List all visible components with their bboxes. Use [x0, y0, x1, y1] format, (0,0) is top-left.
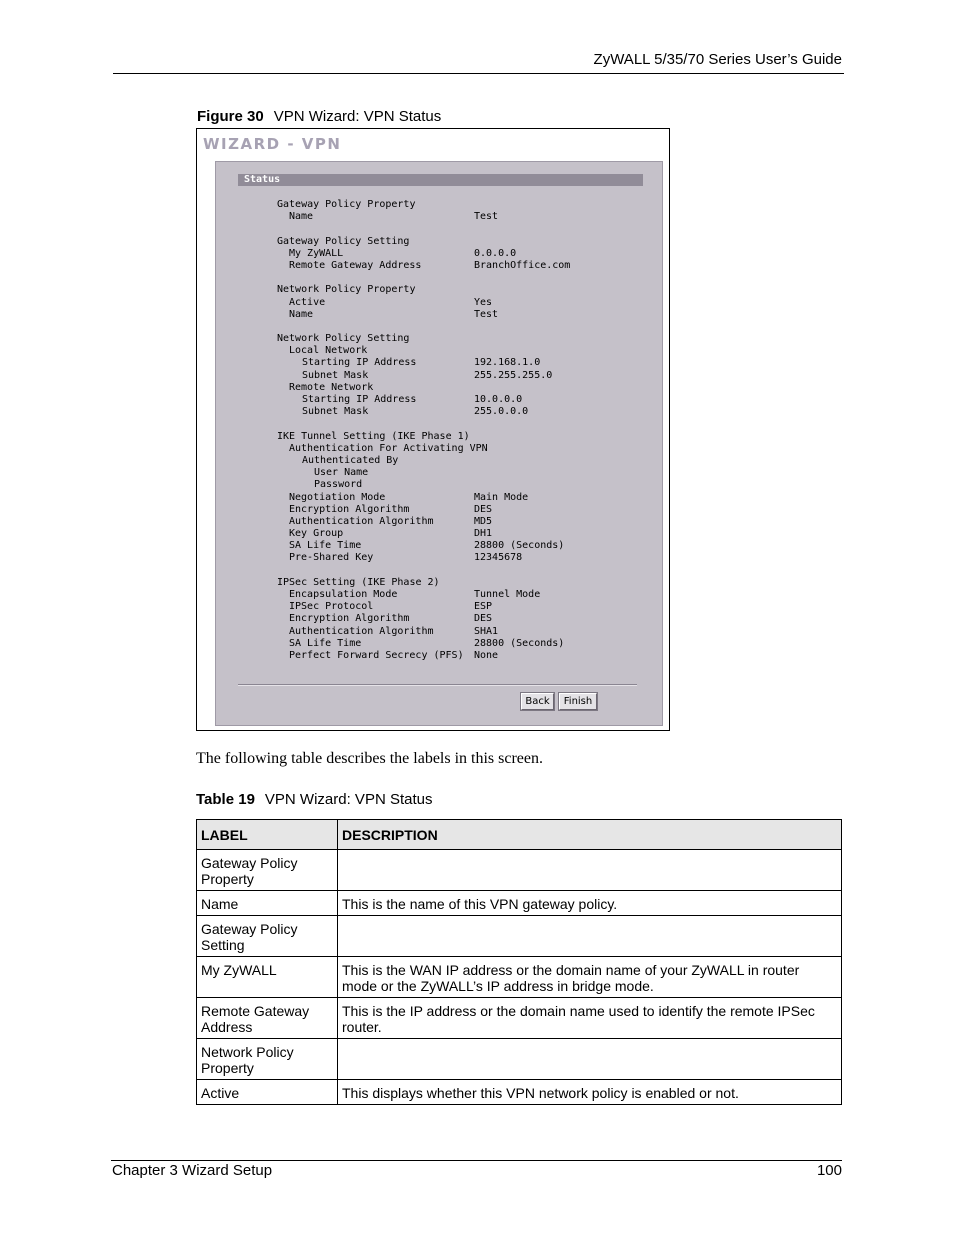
status-value: 28800 (Seconds) [474, 637, 565, 649]
status-row [216, 382, 662, 394]
figure-label: Figure 30 [197, 108, 264, 125]
status-label: IPSec Setting (IKE Phase 2) [277, 576, 440, 588]
table-cell-description [338, 850, 842, 891]
table-cell-description: This is the WAN IP address or the domain name of your ZyWALL in router mode or the ZyWALL’s IP address in bridge mode. [338, 957, 842, 998]
status-row [216, 260, 662, 272]
page-header-title: ZyWALL 5/35/70 Series User’s Guide [593, 51, 842, 68]
finish-button[interactable]: Finish [559, 693, 597, 710]
status-row [216, 455, 662, 467]
status-label: Starting IP Address [302, 357, 417, 369]
status-value: None [474, 649, 499, 661]
status-value: Test [474, 308, 499, 320]
status-row [216, 431, 662, 443]
status-value: DES [474, 503, 493, 515]
status-value: MD5 [474, 515, 493, 527]
status-value: Yes [474, 296, 493, 308]
status-label: Encapsulation Mode [289, 589, 398, 600]
table-row [197, 957, 842, 998]
status-label: Network Policy Setting [277, 333, 410, 345]
status-label: IPSec Protocol [289, 601, 374, 613]
status-row [216, 199, 662, 211]
status-value: SHA1 [474, 625, 499, 637]
status-row [216, 540, 662, 552]
table-row [197, 1080, 842, 1105]
table-cell-description: This is the name of this VPN gateway policy. [338, 891, 842, 916]
status-value: Test [474, 211, 499, 223]
status-value: DH1 [474, 528, 493, 540]
table-cell-label: Remote Gateway Address [197, 998, 338, 1039]
status-label: Perfect Forward Secrecy (PFS) [289, 649, 464, 661]
status-value: 255.255.255.0 [474, 369, 553, 381]
status-row [216, 406, 662, 418]
status-value: 12345678 [474, 552, 523, 564]
header-rule [113, 73, 844, 74]
table-cell-label: Name [197, 891, 338, 916]
status-label: Active [289, 296, 326, 308]
status-row [216, 504, 662, 516]
status-label: Encryption Algorithm [289, 613, 410, 625]
table-row [197, 998, 842, 1039]
intro-paragraph: The following table describes the labels in this screen. [196, 750, 544, 767]
status-row [216, 309, 662, 321]
table-cell-label: Gateway Policy Setting [197, 916, 338, 957]
status-label: IKE Tunnel Setting (IKE Phase 1) [277, 430, 470, 442]
status-label: Password [314, 479, 363, 491]
panel-divider [238, 684, 637, 686]
status-label: Network Policy Property [277, 284, 416, 296]
table-row [197, 850, 842, 891]
table-cell-description [338, 1039, 842, 1080]
status-label: Authentication For Activating VPN [289, 442, 488, 454]
header-description: DESCRIPTION [338, 820, 842, 850]
table-header-row [197, 820, 842, 850]
status-value: BranchOffice.com [474, 259, 571, 271]
status-label: Remote Network [289, 381, 374, 393]
status-label: Negotiation Mode [289, 491, 386, 503]
status-row [216, 589, 662, 601]
status-row [216, 248, 662, 260]
status-label: Name [289, 211, 314, 223]
status-section [216, 577, 662, 662]
status-label: Gateway Policy Property [277, 199, 416, 210]
status-label: Subnet Mask [302, 369, 369, 381]
table-cell-description [338, 916, 842, 957]
status-value: DES [474, 613, 493, 625]
status-value: ESP [474, 601, 493, 613]
figure-caption [197, 108, 441, 125]
status-row [216, 638, 662, 650]
status-row [216, 236, 662, 248]
status-row [216, 357, 662, 369]
status-value: Tunnel Mode [474, 589, 541, 600]
status-row [216, 577, 662, 589]
footer-chapter: Chapter 3 Wizard Setup [112, 1162, 273, 1179]
status-label: Name [289, 308, 314, 320]
status-section [216, 431, 662, 565]
status-row [216, 626, 662, 638]
status-label: Subnet Mask [302, 406, 369, 418]
table-cell-label: Gateway Policy Property [197, 850, 338, 891]
label-description-table [196, 819, 842, 1105]
status-section [216, 199, 662, 223]
status-row [216, 467, 662, 479]
table-row [197, 916, 842, 957]
status-label: Authentication Algorithm [289, 515, 434, 527]
back-button[interactable]: Back [521, 693, 554, 710]
status-row [216, 650, 662, 662]
status-value: 0.0.0.0 [474, 247, 517, 259]
status-section [216, 284, 662, 321]
status-label: User Name [314, 467, 369, 479]
table-cell-label: Network Policy Property [197, 1039, 338, 1080]
status-label: Remote Gateway Address [289, 259, 422, 271]
status-row [216, 516, 662, 528]
status-section [216, 333, 662, 418]
status-row [216, 601, 662, 613]
status-label: My ZyWALL [289, 247, 344, 259]
status-row [216, 613, 662, 625]
figure-screenshot [196, 128, 670, 731]
status-label: Key Group [289, 528, 344, 540]
table-cell-label: My ZyWALL [197, 957, 338, 998]
status-row [216, 552, 662, 564]
status-row [216, 443, 662, 455]
status-label: SA Life Time [289, 637, 362, 649]
status-label: Starting IP Address [302, 394, 417, 405]
status-value: Main Mode [474, 491, 529, 503]
footer-page-number: 100 [816, 1162, 842, 1179]
table-caption [196, 791, 432, 808]
status-label: Gateway Policy Setting [277, 235, 410, 247]
status-value: 10.0.0.0 [474, 394, 523, 405]
status-value: 192.168.1.0 [474, 357, 541, 369]
table-label: Table 19 [196, 791, 255, 808]
status-row [216, 492, 662, 504]
status-label: Authenticated By [302, 454, 399, 466]
status-row [216, 333, 662, 345]
table-cell-description: This displays whether this VPN network policy is enabled or not. [338, 1080, 842, 1105]
footer-rule [111, 1160, 842, 1161]
status-row [216, 345, 662, 357]
status-row [216, 370, 662, 382]
status-label: Encryption Algorithm [289, 503, 410, 515]
status-row [216, 297, 662, 309]
status-value: 28800 (Seconds) [474, 540, 565, 552]
status-label: SA Life Time [289, 540, 362, 552]
table-cell-description: This is the IP address or the domain name used to identify the remote IPSec router. [338, 998, 842, 1039]
figure-caption-text: VPN Wizard: VPN Status [273, 108, 442, 125]
status-row [216, 479, 662, 491]
status-row [216, 394, 662, 406]
wizard-panel [215, 161, 663, 726]
status-heading-bar: Status [238, 174, 643, 186]
status-row [216, 211, 662, 223]
status-value: 255.0.0.0 [474, 406, 529, 418]
header-label: LABEL [197, 820, 338, 850]
status-label: Pre-Shared Key [289, 552, 374, 564]
status-label: Authentication Algorithm [289, 625, 434, 637]
status-section [216, 236, 662, 273]
status-label: Local Network [289, 345, 368, 357]
status-row [216, 528, 662, 540]
table-cell-label: Active [197, 1080, 338, 1105]
status-row [216, 284, 662, 296]
table-caption-text: VPN Wizard: VPN Status [264, 791, 433, 808]
wizard-title: WIZARD - VPN [203, 135, 342, 153]
status-body [216, 199, 662, 674]
table-row [197, 891, 842, 916]
table-row [197, 1039, 842, 1080]
